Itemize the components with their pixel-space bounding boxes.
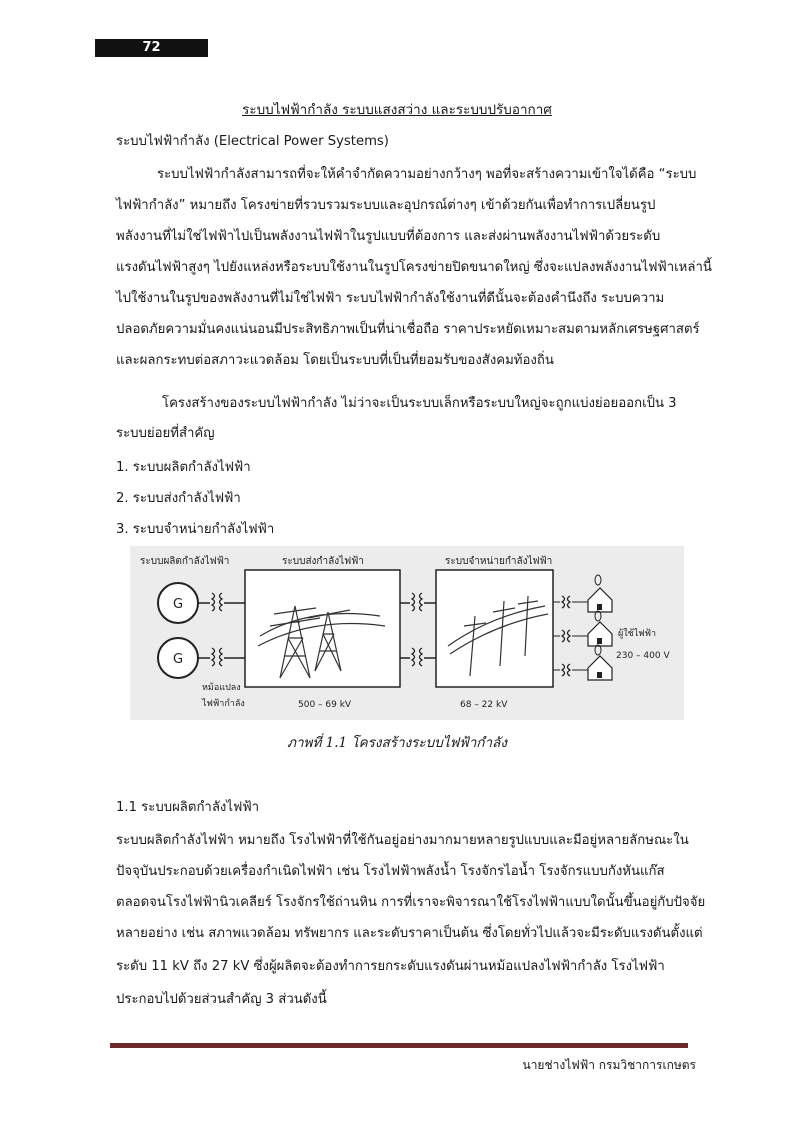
transformer-label: หม้อแปลง <box>202 683 241 693</box>
paragraph-line: ปลอดภัยความมั่นคงแน่นอนมีประสิทธิภาพเป็นที่น่าเชื่อถือ ราคาประหยัดเหมาะสมตามหลักเศรษฐศาสตร์ <box>116 322 700 337</box>
power-system-diagram <box>130 546 684 720</box>
paragraph-line: แรงดันไฟฟ้าสูงๆ ไปยังแหล่งหรือระบบใช้งานในรูปโครงข่ายปิดขนาดใหญ่ ซึ่งจะแปลงพลังงานไฟฟ้าเหล่านี้ <box>116 260 712 275</box>
page-title: ระบบไฟฟ้ากำลัง ระบบแสงสว่าง และระบบปรับอากาศ <box>242 102 552 118</box>
generator-symbol: G <box>172 597 184 612</box>
label-generation: ระบบผลิตกำลังไฟฟ้า <box>140 556 230 567</box>
footer-text: นายช่างไฟฟ้า กรมวิชาการเกษตร <box>522 1058 696 1072</box>
distribution-box <box>436 570 553 687</box>
transmission-voltage: 500 – 69 kV <box>298 700 352 710</box>
paragraph-line: ระบบผลิตกำลังไฟฟ้า หมายถึง โรงไฟฟ้าที่ใช้กันอยู่อย่างมากมายหลายรูปแบบและมีอยู่หลายลักษณะใน <box>116 833 689 848</box>
paragraph-line: พลังงานที่ไม่ใช่ไฟฟ้าไปเป็นพลังงานไฟฟ้าในรูปแบบที่ต้องการ และส่งผ่านพลังงานไฟฟ้าด้วยระดับ <box>116 229 661 244</box>
paragraph-line: ไฟฟ้ากำลัง” หมายถึง โครงข่ายที่รวบรวมระบบและอุปกรณ์ต่างๆ เข้าด้วยกันเพื่อทำการเปลี่ยนรูป <box>116 198 656 213</box>
consumer-voltage: 230 – 400 V <box>616 651 670 661</box>
generator-symbol: G <box>172 652 184 667</box>
footer-divider <box>110 1043 688 1048</box>
page-number: 72 <box>95 39 208 57</box>
paragraph-line: ปัจจุบันประกอบด้วยเครื่องกำเนิดไฟฟ้า เช่น โรงไฟฟ้าพลังน้ำ โรงจักรไอน้ำ โรงจักรแบบกังหันแก๊ส <box>116 864 665 879</box>
list-item: 2. ระบบส่งกำลังไฟฟ้า <box>116 491 241 506</box>
paragraph-line: โครงสร้างของระบบไฟฟ้ากำลัง ไม่ว่าจะเป็นระบบเล็กหรือระบบใหญ่จะถูกแบ่งย่อยออกเป็น 3 <box>162 396 677 411</box>
paragraph-line: ไปใช้งานในรูปของพลังงานที่ไม่ใช่ไฟฟ้า ระบบไฟฟ้ากำลังใช้งานที่ดีนั้นจะต้องคำนึงถึง ระบบความ <box>116 291 665 306</box>
subsection-heading: 1.1 ระบบผลิตกำลังไฟฟ้า <box>116 800 260 815</box>
house-icon <box>588 588 612 680</box>
paragraph-line: หลายอย่าง เช่น สภาพแวดล้อม ทรัพยากร และระดับราคาเป็นต้น ซึ่งโดยทั่วไปแล้วจะมีระดับแรงดันตั้งแต่ <box>116 926 703 941</box>
paragraph-line: ระบบย่อยที่สำคัญ <box>116 426 215 441</box>
label-distribution: ระบบจำหน่ายกำลังไฟฟ้า <box>445 556 553 567</box>
label-transmission: ระบบส่งกำลังไฟฟ้า <box>282 556 364 567</box>
paragraph-line: และผลกระทบต่อสภาวะแวดล้อม โดยเป็นระบบที่เป็นที่ยอมรับของสังคมท้องถิ่น <box>116 353 554 368</box>
distribution-voltage: 68 – 22 kV <box>460 700 508 710</box>
paragraph-line: ตลอดจนโรงไฟฟ้านิวเคลียร์ โรงจักรใช้ถ่านหิน การที่เราจะพิจารณาใช้โรงไฟฟ้าแบบใดนั้นขึ้นอยู่กับปัจจัย <box>116 895 706 910</box>
paragraph-line: ประกอบไปด้วยส่วนสำคัญ 3 ส่วนดังนี้ <box>116 992 327 1007</box>
transmission-box <box>245 570 400 687</box>
transformer-label: ไฟฟ้ากำลัง <box>202 699 245 709</box>
paragraph-line: ระดับ 11 kV ถึง 27 kV ซึ่งผู้ผลิตจะต้องทำการยกระดับแรงดันผ่านหม้อแปลงไฟฟ้ากำลัง โรงไฟฟ้า <box>116 959 665 974</box>
section-heading: ระบบไฟฟ้ากำลัง (Electrical Power Systems) <box>116 134 389 149</box>
paragraph-line: ระบบไฟฟ้ากำลังสามารถที่จะให้คำจำกัดความอย่างกว้างๆ พอที่จะสร้างความเข้าใจได้คือ “ระบบ <box>157 167 697 182</box>
list-item: 1. ระบบผลิตกำลังไฟฟ้า <box>116 460 251 475</box>
list-item: 3. ระบบจำหน่ายกำลังไฟฟ้า <box>116 522 275 537</box>
figure-caption: ภาพที่ 1.1 โครงสร้างระบบไฟฟ้ากำลัง <box>287 735 507 751</box>
consumer-label: ผู้ใช้ไฟฟ้า <box>618 629 657 639</box>
